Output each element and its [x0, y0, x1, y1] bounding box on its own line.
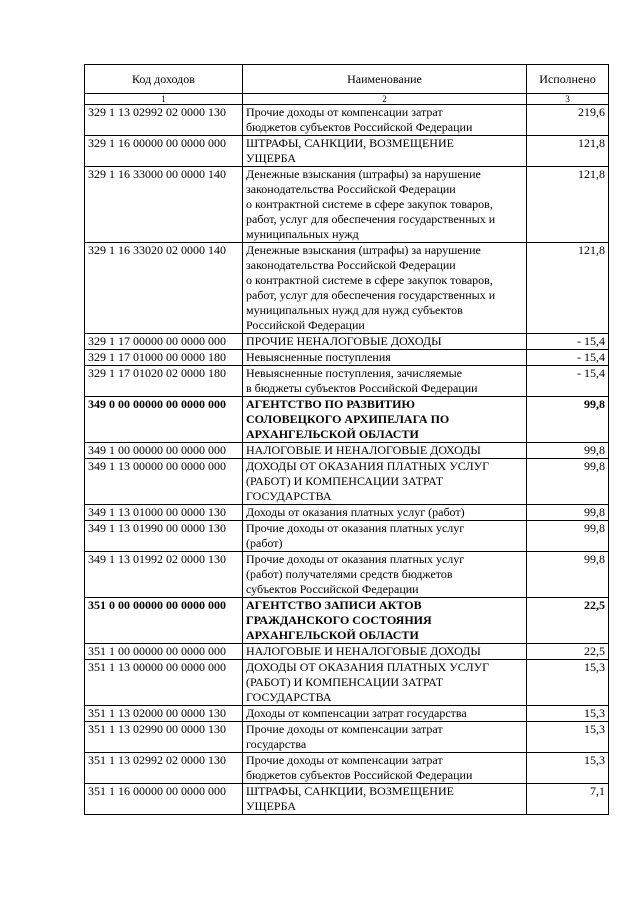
revenue-code: 351 1 13 00000 00 0000 000: [85, 660, 243, 706]
column-number-1: 1: [85, 94, 243, 105]
revenue-code: 329 1 16 00000 00 0000 000: [85, 136, 243, 167]
table-row: [85, 552, 609, 598]
revenue-code: 329 1 17 00000 00 0000 000: [85, 334, 243, 350]
table-row: [85, 443, 609, 459]
executed-amount: 7,1: [527, 784, 609, 815]
executed-amount: 15,3: [527, 753, 609, 784]
table-row: [85, 706, 609, 722]
revenue-code: 329 1 16 33000 00 0000 140: [85, 167, 243, 243]
executed-amount: 22,5: [527, 598, 609, 644]
header-name: Наименование: [243, 65, 527, 94]
executed-amount: 99,8: [527, 505, 609, 521]
table-row: [85, 722, 609, 753]
executed-amount: 15,3: [527, 722, 609, 753]
revenue-code: 329 1 13 02992 02 0000 130: [85, 105, 243, 136]
revenue-code: 349 1 00 00000 00 0000 000: [85, 443, 243, 459]
revenue-name: ДОХОДЫ ОТ ОКАЗАНИЯ ПЛАТНЫХ УСЛУГ (РАБОТ) И КОМПЕНСАЦИИ ЗАТРАТ ГОСУДАРСТВА: [243, 459, 527, 505]
table-row: [85, 334, 609, 350]
revenue-name: НАЛОГОВЫЕ И НЕНАЛОГОВЫЕ ДОХОДЫ: [243, 443, 527, 459]
executed-amount: 121,8: [527, 243, 609, 334]
table-row: [85, 660, 609, 706]
table-row: [85, 366, 609, 397]
table-row: [85, 753, 609, 784]
executed-amount: 15,3: [527, 660, 609, 706]
table-row: [85, 505, 609, 521]
table-row: [85, 136, 609, 167]
revenue-code: 351 1 13 02000 00 0000 130: [85, 706, 243, 722]
revenue-code: 351 1 13 02992 02 0000 130: [85, 753, 243, 784]
executed-amount: - 15,4: [527, 334, 609, 350]
revenue-name: ДОХОДЫ ОТ ОКАЗАНИЯ ПЛАТНЫХ УСЛУГ (РАБОТ) И КОМПЕНСАЦИИ ЗАТРАТ ГОСУДАРСТВА: [243, 660, 527, 706]
executed-amount: - 15,4: [527, 366, 609, 397]
revenue-name: Прочие доходы от оказания платных услуг (работ): [243, 521, 527, 552]
executed-amount: 219,6: [527, 105, 609, 136]
table-row: [85, 397, 609, 443]
executed-amount: 15,3: [527, 706, 609, 722]
revenue-code: 349 1 13 00000 00 0000 000: [85, 459, 243, 505]
table-row: [85, 784, 609, 815]
executed-amount: 99,8: [527, 443, 609, 459]
revenue-code: 349 1 13 01000 00 0000 130: [85, 505, 243, 521]
executed-amount: 121,8: [527, 167, 609, 243]
executed-amount: 121,8: [527, 136, 609, 167]
revenue-name: Денежные взыскания (штрафы) за нарушение законодательства Российской Федерации о контрактной системе в сфере закупок товаров, работ, услуг для обеспечения государственных и муниципальных нужд: [243, 167, 527, 243]
executed-amount: 99,8: [527, 521, 609, 552]
executed-amount: 99,8: [527, 397, 609, 443]
table-row: [85, 644, 609, 660]
executed-amount: 99,8: [527, 459, 609, 505]
revenue-table: [84, 64, 609, 815]
revenue-name: ПРОЧИЕ НЕНАЛОГОВЫЕ ДОХОДЫ: [243, 334, 527, 350]
revenue-name: Невыясненные поступления, зачисляемые в бюджеты субъектов Российской Федерации: [243, 366, 527, 397]
revenue-code: 329 1 17 01000 00 0000 180: [85, 350, 243, 366]
revenue-name: Невыясненные поступления: [243, 350, 527, 366]
table-body: [85, 105, 609, 815]
revenue-name: Денежные взыскания (штрафы) за нарушение законодательства Российской Федерации о контрактной системе в сфере закупок товаров, работ, услуг для обеспечения государственных и муниципальных нужд для нужд субъектов Российской Федерации: [243, 243, 527, 334]
column-number-row: [85, 94, 609, 105]
revenue-code: 351 1 16 00000 00 0000 000: [85, 784, 243, 815]
revenue-name: Прочие доходы от компенсации затрат государства: [243, 722, 527, 753]
revenue-name: Доходы от оказания платных услуг (работ): [243, 505, 527, 521]
revenue-name: ШТРАФЫ, САНКЦИИ, ВОЗМЕЩЕНИЕ УЩЕРБА: [243, 136, 527, 167]
revenue-name: НАЛОГОВЫЕ И НЕНАЛОГОВЫЕ ДОХОДЫ: [243, 644, 527, 660]
column-number-3: 3: [527, 94, 609, 105]
table-row: [85, 167, 609, 243]
revenue-code: 351 1 13 02990 00 0000 130: [85, 722, 243, 753]
revenue-name: Прочие доходы от компенсации затрат бюджетов субъектов Российской Федерации: [243, 753, 527, 784]
revenue-name: Прочие доходы от оказания платных услуг (работ) получателями средств бюджетов субъектов Российской Федерации: [243, 552, 527, 598]
executed-amount: 22,5: [527, 644, 609, 660]
revenue-code: 349 1 13 01992 02 0000 130: [85, 552, 243, 598]
header-value: Исполнено: [527, 65, 609, 94]
table-row: [85, 459, 609, 505]
executed-amount: 99,8: [527, 552, 609, 598]
header-code: Код доходов: [85, 65, 243, 94]
revenue-name: АГЕНТСТВО ПО РАЗВИТИЮ СОЛОВЕЦКОГО АРХИПЕЛАГА ПО АРХАНГЕЛЬСКОЙ ОБЛАСТИ: [243, 397, 527, 443]
table-row: [85, 243, 609, 334]
revenue-code: 329 1 16 33020 02 0000 140: [85, 243, 243, 334]
revenue-name: АГЕНТСТВО ЗАПИСИ АКТОВ ГРАЖДАНСКОГО СОСТОЯНИЯ АРХАНГЕЛЬСКОЙ ОБЛАСТИ: [243, 598, 527, 644]
table-row: [85, 598, 609, 644]
column-number-2: 2: [243, 94, 527, 105]
revenue-name: Прочие доходы от компенсации затрат бюджетов субъектов Российской Федерации: [243, 105, 527, 136]
executed-amount: - 15,4: [527, 350, 609, 366]
revenue-name: ШТРАФЫ, САНКЦИИ, ВОЗМЕЩЕНИЕ УЩЕРБА: [243, 784, 527, 815]
header-row: [85, 65, 609, 94]
revenue-code: 351 1 00 00000 00 0000 000: [85, 644, 243, 660]
table-row: [85, 105, 609, 136]
table-row: [85, 350, 609, 366]
revenue-code: 351 0 00 00000 00 0000 000: [85, 598, 243, 644]
table-header: [85, 65, 609, 105]
table-row: [85, 521, 609, 552]
revenue-code: 349 0 00 00000 00 0000 000: [85, 397, 243, 443]
revenue-code: 349 1 13 01990 00 0000 130: [85, 521, 243, 552]
revenue-code: 329 1 17 01020 02 0000 180: [85, 366, 243, 397]
revenue-name: Доходы от компенсации затрат государства: [243, 706, 527, 722]
